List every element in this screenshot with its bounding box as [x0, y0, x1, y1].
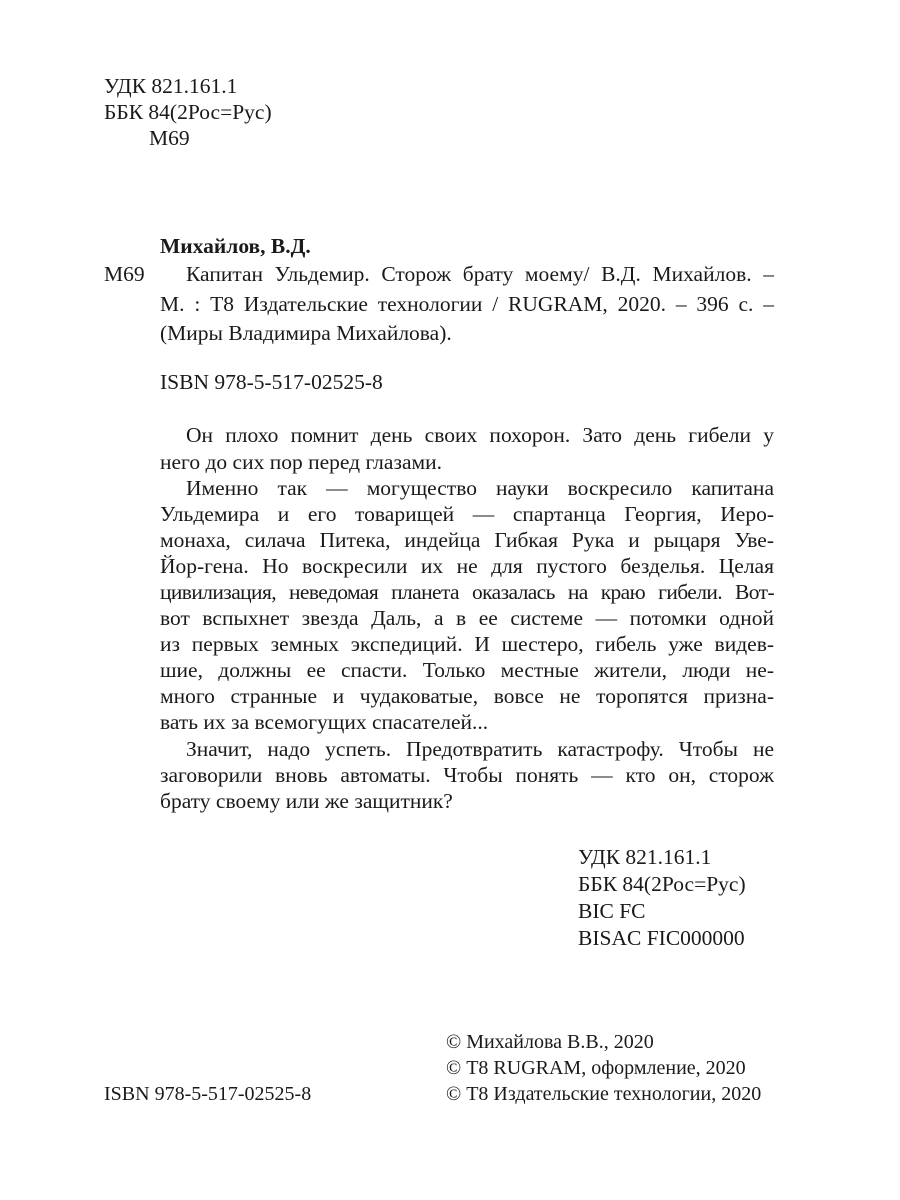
annotation-p2-line-9: много странные и чудаковатые, вовсе не торопятся призна- [160, 684, 774, 708]
annotation-p1-line-2: него до сих пор перед глазами. [160, 450, 442, 474]
annotation-p1-line-1: Он плохо помнит день своих похорон. Зато день гибели у [186, 423, 774, 447]
annotation-p2-line-7: из первых земных экспедиций. И шестеро, гибель уже видев- [160, 632, 774, 656]
entry-line-1: Капитан Ульдемир. Сторож брату моему/ В.Д. Михайлов. – [186, 262, 774, 286]
annotation-p2-line-1: Именно так — могущество науки воскресило капитана [186, 476, 774, 500]
bbk-code: ББК 84(2Рос=Рус) [104, 100, 272, 124]
copyright-publisher: © Т8 Издательские технологии, 2020 [446, 1083, 762, 1105]
annotation-p2-line-8: шие, должны ее спасти. Только местные жители, люди не- [160, 658, 774, 682]
annotation-p2-line-10: вать их за всемогущих спасателей... [160, 710, 489, 734]
copyright-design: © Т8 RUGRAM, оформление, 2020 [446, 1057, 746, 1079]
class-bbk: ББК 84(2Рос=Рус) [578, 872, 746, 896]
entry-isbn: ISBN 978-5-517-02525-8 [160, 370, 383, 394]
annotation-p3-line-3: брату своему или же защитник? [160, 789, 453, 813]
author-name: Михайлов, В.Д. [160, 234, 311, 258]
annotation-p2-line-3: монаха, силача Питека, индейца Гибкая Рука и рыцаря Уве- [160, 528, 774, 552]
udk-code: УДК 821.161.1 [104, 74, 238, 98]
annotation-p2-line-5: цивилизация, неведомая планета оказалась на краю гибели. Вот- [160, 580, 774, 604]
class-bic: BIC FC [578, 899, 646, 923]
footer-isbn: ISBN 978-5-517-02525-8 [104, 1083, 312, 1105]
class-bisac: BISAC FIC000000 [578, 926, 745, 950]
annotation-p2-line-2: Ульдемира и его товарищей — спартанца Георгия, Иеро- [160, 502, 774, 526]
annotation-p3-line-1: Значит, надо успеть. Предотвратить катастрофу. Чтобы не [186, 737, 774, 761]
class-udk: УДК 821.161.1 [578, 845, 712, 869]
annotation-p3-line-2: заговорили вновь автоматы. Чтобы понять — кто он, сторож [160, 763, 774, 787]
entry-line-2: М. : Т8 Издательские технологии / RUGRAM, 2020. – 396 с. – [160, 292, 774, 316]
copyright-author: © Михайлова В.В., 2020 [446, 1031, 654, 1053]
author-mark: М69 [149, 126, 190, 150]
annotation-p2-line-4: Йор-гена. Но воскресили их не для пустого безделья. Целая [160, 554, 774, 578]
entry-line-3: (Миры Владимира Михайлова). [160, 321, 452, 345]
entry-author-mark: М69 [104, 262, 145, 286]
annotation-p2-line-6: вот вспыхнет звезда Даль, а в ее системе — потомки одной [160, 606, 774, 630]
